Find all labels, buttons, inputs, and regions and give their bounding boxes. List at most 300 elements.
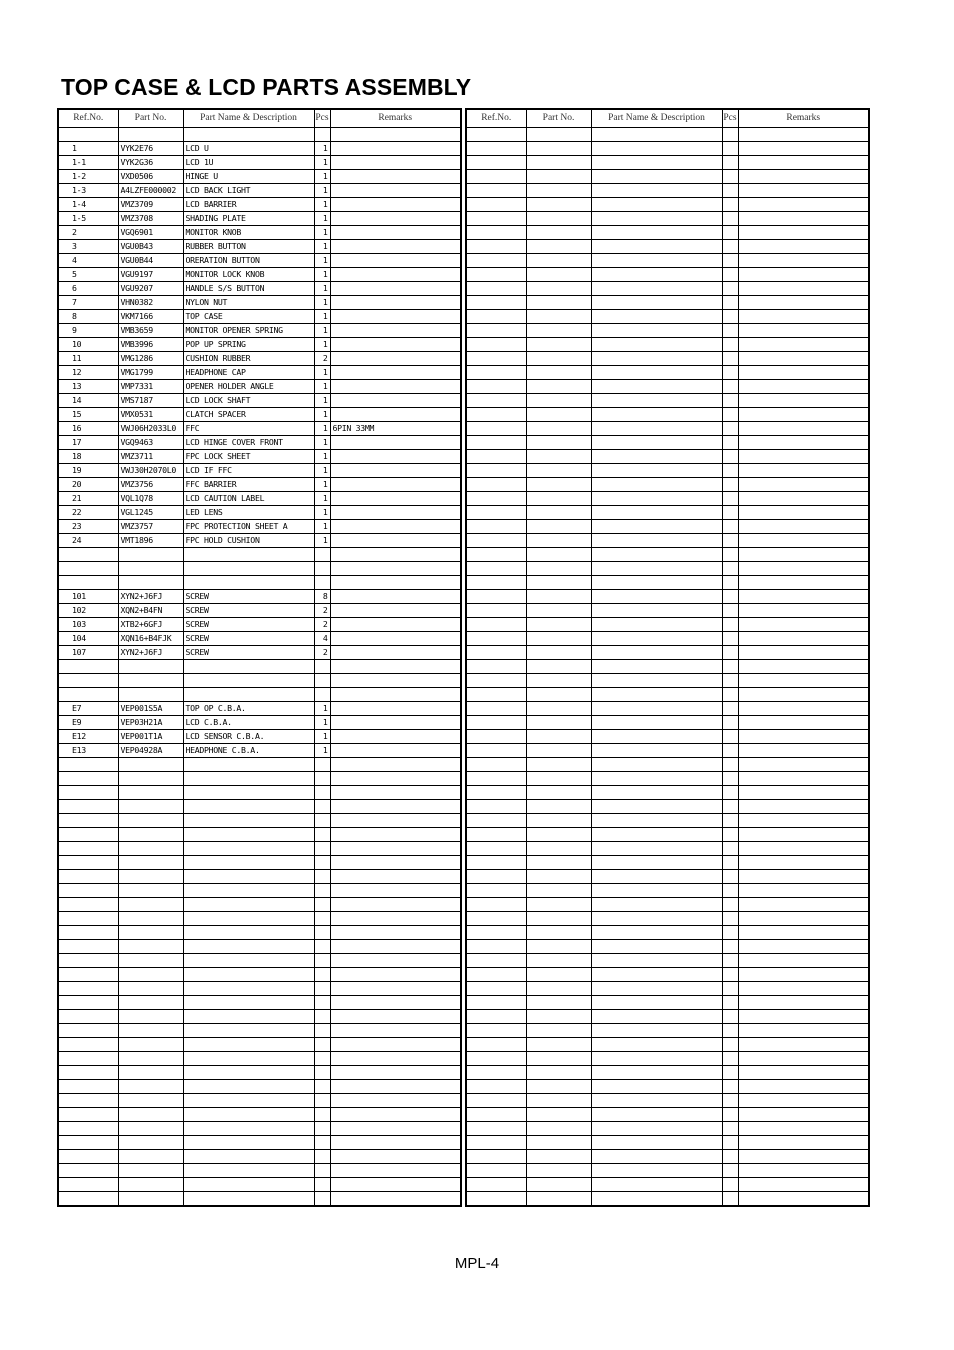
cell-desc xyxy=(591,996,722,1010)
cell-part: VGU0B43 xyxy=(118,240,183,254)
table-row xyxy=(466,772,869,786)
cell-pcs xyxy=(722,198,738,212)
cell-remarks xyxy=(330,688,461,702)
cell-ref xyxy=(58,660,118,674)
cell-remarks xyxy=(738,436,869,450)
cell-part xyxy=(526,422,591,436)
cell-remarks xyxy=(738,506,869,520)
cell-part xyxy=(118,1192,183,1207)
cell-ref xyxy=(466,436,526,450)
cell-desc xyxy=(591,1038,722,1052)
cell-part xyxy=(526,786,591,800)
cell-pcs: 1 xyxy=(314,380,330,394)
cell-pcs xyxy=(722,870,738,884)
cell-ref: 9 xyxy=(58,324,118,338)
cell-part xyxy=(118,674,183,688)
cell-remarks xyxy=(738,296,869,310)
cell-remarks xyxy=(738,814,869,828)
cell-desc: RUBBER BUTTON xyxy=(183,240,314,254)
table-row xyxy=(58,660,461,674)
cell-desc xyxy=(591,646,722,660)
cell-pcs xyxy=(722,688,738,702)
cell-desc xyxy=(591,1080,722,1094)
cell-desc xyxy=(183,1136,314,1150)
cell-remarks xyxy=(330,492,461,506)
cell-ref: E7 xyxy=(58,702,118,716)
cell-remarks xyxy=(330,506,461,520)
cell-remarks xyxy=(738,702,869,716)
cell-remarks xyxy=(330,366,461,380)
cell-pcs xyxy=(722,744,738,758)
table-row xyxy=(58,352,461,366)
cell-pcs xyxy=(722,716,738,730)
cell-desc xyxy=(591,702,722,716)
cell-pcs xyxy=(722,296,738,310)
cell-ref: 18 xyxy=(58,450,118,464)
cell-remarks xyxy=(738,618,869,632)
table-row xyxy=(58,674,461,688)
cell-ref xyxy=(58,828,118,842)
cell-remarks xyxy=(330,128,461,142)
cell-part xyxy=(118,1122,183,1136)
cell-remarks xyxy=(738,632,869,646)
col-header-ref: Ref.No. xyxy=(466,109,526,128)
cell-desc xyxy=(591,324,722,338)
cell-part xyxy=(526,1094,591,1108)
cell-pcs xyxy=(722,968,738,982)
table-row xyxy=(466,478,869,492)
cell-part: VWJ30H2070L0 xyxy=(118,464,183,478)
cell-pcs xyxy=(314,758,330,772)
cell-desc xyxy=(183,786,314,800)
cell-part xyxy=(118,548,183,562)
table-row xyxy=(58,534,461,548)
cell-remarks xyxy=(330,464,461,478)
table-row xyxy=(466,310,869,324)
cell-remarks xyxy=(738,520,869,534)
cell-pcs: 1 xyxy=(314,534,330,548)
cell-desc xyxy=(591,128,722,142)
cell-remarks xyxy=(738,562,869,576)
cell-ref xyxy=(58,842,118,856)
cell-desc: SCREW xyxy=(183,646,314,660)
cell-desc: FPC LOCK SHEET xyxy=(183,450,314,464)
table-row xyxy=(58,926,461,940)
table-row xyxy=(58,226,461,240)
cell-remarks xyxy=(738,898,869,912)
cell-ref xyxy=(466,548,526,562)
cell-ref: 14 xyxy=(58,394,118,408)
cell-ref: 15 xyxy=(58,408,118,422)
cell-ref xyxy=(466,660,526,674)
table-row xyxy=(58,716,461,730)
cell-pcs xyxy=(314,856,330,870)
cell-desc xyxy=(591,198,722,212)
cell-pcs xyxy=(722,534,738,548)
cell-part: VMZ3756 xyxy=(118,478,183,492)
table-row xyxy=(58,254,461,268)
cell-part: VMG1799 xyxy=(118,366,183,380)
cell-part xyxy=(118,912,183,926)
cell-desc xyxy=(183,562,314,576)
cell-part xyxy=(526,436,591,450)
table-row xyxy=(58,870,461,884)
cell-part: VXD0506 xyxy=(118,170,183,184)
cell-desc xyxy=(591,548,722,562)
cell-remarks xyxy=(330,702,461,716)
table-row xyxy=(58,282,461,296)
cell-part xyxy=(526,506,591,520)
cell-pcs: 1 xyxy=(314,324,330,338)
cell-pcs xyxy=(722,884,738,898)
cell-ref xyxy=(58,1080,118,1094)
cell-desc xyxy=(183,128,314,142)
cell-pcs xyxy=(722,282,738,296)
cell-part xyxy=(526,1024,591,1038)
cell-part xyxy=(526,408,591,422)
table-row xyxy=(466,394,869,408)
cell-pcs xyxy=(314,1052,330,1066)
cell-part xyxy=(526,1122,591,1136)
cell-ref xyxy=(466,478,526,492)
table-row xyxy=(466,1150,869,1164)
table-row xyxy=(466,142,869,156)
cell-desc xyxy=(591,968,722,982)
cell-remarks xyxy=(330,744,461,758)
cell-remarks xyxy=(738,1108,869,1122)
cell-remarks xyxy=(330,716,461,730)
cell-part xyxy=(118,856,183,870)
cell-remarks xyxy=(738,492,869,506)
cell-pcs xyxy=(722,1066,738,1080)
cell-pcs xyxy=(314,870,330,884)
cell-remarks xyxy=(330,954,461,968)
cell-part: VEP04928A xyxy=(118,744,183,758)
cell-ref xyxy=(466,1024,526,1038)
cell-remarks xyxy=(330,814,461,828)
cell-pcs xyxy=(722,758,738,772)
cell-pcs xyxy=(722,926,738,940)
cell-ref xyxy=(58,1122,118,1136)
table-row xyxy=(466,156,869,170)
cell-remarks xyxy=(330,968,461,982)
table-row xyxy=(466,1122,869,1136)
cell-part xyxy=(118,898,183,912)
cell-remarks xyxy=(330,1066,461,1080)
cell-remarks xyxy=(330,212,461,226)
cell-pcs xyxy=(314,814,330,828)
cell-desc: NYLON NUT xyxy=(183,296,314,310)
table-row xyxy=(58,1108,461,1122)
col-header-part: Part No. xyxy=(526,109,591,128)
cell-remarks xyxy=(330,842,461,856)
cell-pcs xyxy=(722,128,738,142)
cell-pcs: 1 xyxy=(314,506,330,520)
cell-remarks xyxy=(738,352,869,366)
cell-ref: 7 xyxy=(58,296,118,310)
cell-ref xyxy=(58,1164,118,1178)
cell-part xyxy=(118,772,183,786)
cell-pcs xyxy=(314,786,330,800)
cell-desc xyxy=(183,1122,314,1136)
cell-pcs xyxy=(722,156,738,170)
cell-desc: HINGE U xyxy=(183,170,314,184)
cell-pcs: 2 xyxy=(314,618,330,632)
cell-part xyxy=(526,464,591,478)
cell-part xyxy=(526,226,591,240)
cell-part xyxy=(526,184,591,198)
cell-remarks xyxy=(330,1038,461,1052)
cell-ref: 102 xyxy=(58,604,118,618)
table-row xyxy=(58,548,461,562)
cell-pcs: 1 xyxy=(314,730,330,744)
cell-desc: SCREW xyxy=(183,632,314,646)
cell-pcs xyxy=(314,1108,330,1122)
table-row xyxy=(466,436,869,450)
cell-ref: 1 xyxy=(58,142,118,156)
cell-remarks xyxy=(330,1164,461,1178)
cell-ref xyxy=(466,338,526,352)
table-row xyxy=(466,380,869,394)
cell-remarks xyxy=(330,198,461,212)
cell-part xyxy=(526,702,591,716)
cell-pcs xyxy=(722,800,738,814)
cell-desc: ORERATION BUTTON xyxy=(183,254,314,268)
cell-pcs: 2 xyxy=(314,646,330,660)
cell-ref: 103 xyxy=(58,618,118,632)
cell-ref xyxy=(466,814,526,828)
cell-desc xyxy=(591,1094,722,1108)
cell-part: VGU9197 xyxy=(118,268,183,282)
cell-part xyxy=(118,968,183,982)
cell-ref xyxy=(58,1024,118,1038)
cell-part xyxy=(118,1108,183,1122)
table-row xyxy=(58,240,461,254)
table-row xyxy=(466,450,869,464)
cell-pcs: 8 xyxy=(314,590,330,604)
cell-desc xyxy=(591,506,722,520)
cell-desc xyxy=(591,492,722,506)
cell-pcs xyxy=(314,1066,330,1080)
cell-ref xyxy=(466,982,526,996)
table-row xyxy=(466,1010,869,1024)
cell-desc: LCD CAUTION LABEL xyxy=(183,492,314,506)
cell-remarks xyxy=(330,282,461,296)
cell-remarks xyxy=(738,1038,869,1052)
cell-remarks xyxy=(738,1150,869,1164)
cell-part xyxy=(526,1192,591,1207)
table-row xyxy=(58,296,461,310)
cell-ref: 1-1 xyxy=(58,156,118,170)
cell-pcs: 1 xyxy=(314,436,330,450)
cell-part xyxy=(526,828,591,842)
table-row xyxy=(58,786,461,800)
table-row xyxy=(466,282,869,296)
cell-remarks xyxy=(738,324,869,338)
cell-pcs xyxy=(314,1164,330,1178)
table-row xyxy=(466,296,869,310)
cell-remarks xyxy=(738,478,869,492)
cell-ref xyxy=(58,786,118,800)
cell-ref xyxy=(466,996,526,1010)
cell-ref: 11 xyxy=(58,352,118,366)
cell-pcs: 1 xyxy=(314,716,330,730)
cell-ref xyxy=(58,800,118,814)
cell-ref xyxy=(466,366,526,380)
cell-pcs xyxy=(722,254,738,268)
cell-desc: LCD 1U xyxy=(183,156,314,170)
cell-remarks xyxy=(330,618,461,632)
cell-pcs xyxy=(722,562,738,576)
cell-part: VYK2E76 xyxy=(118,142,183,156)
table-row xyxy=(58,618,461,632)
cell-pcs xyxy=(722,240,738,254)
cell-ref xyxy=(466,226,526,240)
cell-desc xyxy=(591,618,722,632)
cell-remarks xyxy=(330,674,461,688)
cell-part xyxy=(118,1080,183,1094)
cell-part xyxy=(526,324,591,338)
cell-desc xyxy=(591,1122,722,1136)
cell-desc xyxy=(591,184,722,198)
cell-part xyxy=(118,1178,183,1192)
cell-desc xyxy=(591,758,722,772)
table-row xyxy=(58,464,461,478)
cell-remarks xyxy=(738,1164,869,1178)
cell-ref xyxy=(466,240,526,254)
cell-ref: 10 xyxy=(58,338,118,352)
cell-ref xyxy=(466,968,526,982)
cell-part xyxy=(526,562,591,576)
cell-pcs xyxy=(722,590,738,604)
cell-remarks xyxy=(738,940,869,954)
cell-pcs xyxy=(314,1010,330,1024)
cell-desc: LCD HINGE COVER FRONT xyxy=(183,436,314,450)
cell-pcs xyxy=(314,842,330,856)
cell-pcs xyxy=(722,366,738,380)
cell-part xyxy=(526,548,591,562)
cell-ref xyxy=(58,814,118,828)
cell-ref xyxy=(58,912,118,926)
cell-ref xyxy=(58,674,118,688)
col-header-ref: Ref.No. xyxy=(58,109,118,128)
cell-remarks xyxy=(330,912,461,926)
cell-part: VMG1286 xyxy=(118,352,183,366)
cell-part xyxy=(526,926,591,940)
cell-remarks xyxy=(738,1024,869,1038)
cell-ref xyxy=(466,618,526,632)
table-row xyxy=(466,268,869,282)
cell-part xyxy=(526,282,591,296)
cell-desc: HANDLE S/S BUTTON xyxy=(183,282,314,296)
table-row xyxy=(58,338,461,352)
cell-pcs xyxy=(314,128,330,142)
cell-part xyxy=(526,856,591,870)
table-row xyxy=(466,1066,869,1080)
cell-desc xyxy=(591,674,722,688)
table-row xyxy=(466,674,869,688)
cell-pcs xyxy=(722,464,738,478)
cell-pcs xyxy=(314,954,330,968)
cell-remarks xyxy=(738,548,869,562)
table-row xyxy=(58,590,461,604)
table-row xyxy=(466,534,869,548)
table-row xyxy=(58,310,461,324)
table-row xyxy=(466,660,869,674)
cell-ref xyxy=(466,450,526,464)
cell-desc xyxy=(591,884,722,898)
cell-ref xyxy=(58,1094,118,1108)
cell-desc xyxy=(591,170,722,184)
cell-ref: 22 xyxy=(58,506,118,520)
table-row xyxy=(58,324,461,338)
cell-remarks xyxy=(330,730,461,744)
cell-part: VMP7331 xyxy=(118,380,183,394)
cell-desc xyxy=(183,1052,314,1066)
cell-ref xyxy=(466,1192,526,1207)
table-row xyxy=(466,562,869,576)
cell-ref xyxy=(466,254,526,268)
cell-remarks xyxy=(738,730,869,744)
cell-ref xyxy=(466,926,526,940)
cell-ref xyxy=(58,856,118,870)
cell-part xyxy=(118,954,183,968)
cell-pcs xyxy=(722,898,738,912)
cell-remarks xyxy=(738,240,869,254)
cell-part: XYN2+J6FJ xyxy=(118,646,183,660)
cell-remarks xyxy=(738,1192,869,1207)
cell-remarks xyxy=(738,674,869,688)
cell-desc: POP UP SPRING xyxy=(183,338,314,352)
cell-pcs xyxy=(314,772,330,786)
cell-ref xyxy=(58,982,118,996)
cell-ref xyxy=(58,1066,118,1080)
cell-ref xyxy=(58,688,118,702)
cell-part xyxy=(526,240,591,254)
cell-pcs xyxy=(722,1122,738,1136)
table-row xyxy=(466,184,869,198)
cell-remarks xyxy=(738,170,869,184)
cell-pcs xyxy=(722,1080,738,1094)
cell-ref xyxy=(466,1094,526,1108)
cell-pcs xyxy=(722,142,738,156)
cell-desc xyxy=(183,1178,314,1192)
cell-desc xyxy=(183,800,314,814)
cell-remarks xyxy=(738,1010,869,1024)
table-row xyxy=(466,1164,869,1178)
cell-desc xyxy=(591,352,722,366)
cell-desc: LCD LOCK SHAFT xyxy=(183,394,314,408)
cell-remarks xyxy=(738,408,869,422)
cell-ref xyxy=(466,380,526,394)
cell-desc xyxy=(591,1052,722,1066)
table-row xyxy=(58,968,461,982)
cell-remarks xyxy=(738,254,869,268)
cell-part xyxy=(526,1038,591,1052)
cell-pcs xyxy=(722,912,738,926)
cell-desc: TOP CASE xyxy=(183,310,314,324)
cell-pcs: 1 xyxy=(314,212,330,226)
cell-pcs xyxy=(314,926,330,940)
cell-ref xyxy=(466,1080,526,1094)
cell-remarks xyxy=(330,1010,461,1024)
cell-part xyxy=(526,940,591,954)
cell-remarks xyxy=(330,632,461,646)
cell-ref: 101 xyxy=(58,590,118,604)
cell-part xyxy=(526,1150,591,1164)
cell-part: VMT1896 xyxy=(118,534,183,548)
table-row xyxy=(58,156,461,170)
